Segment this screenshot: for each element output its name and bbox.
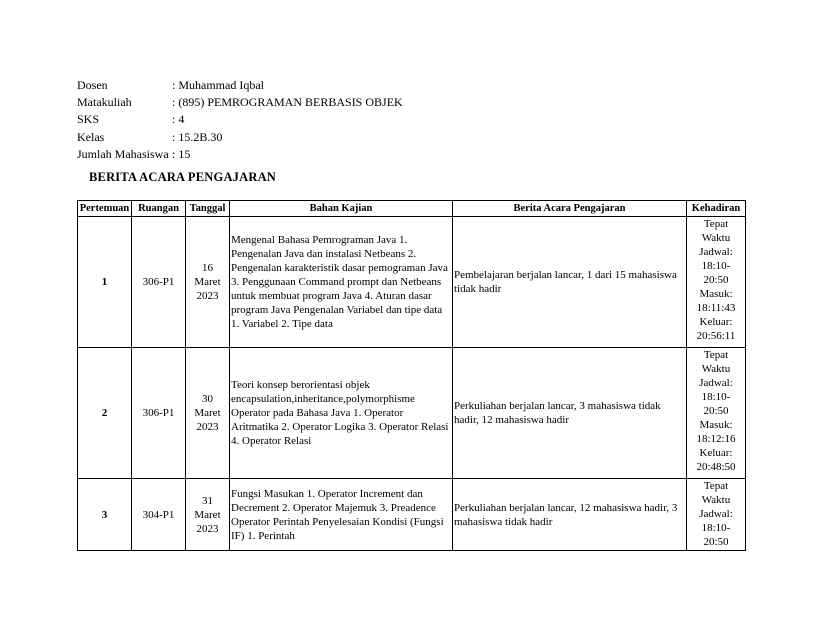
cell-berita-acara: Perkuliahan berjalan lancar, 12 mahasiswa hadir, 3 mahasiswa tidak hadir [453, 479, 687, 551]
date-year: 2023 [196, 421, 219, 433]
table-row [78, 217, 746, 348]
kehadiran-line: Jadwal: [699, 377, 733, 389]
kehadiran-line: Tepat [703, 218, 729, 230]
kehadiran-line: Tepat [703, 480, 729, 492]
cell-ruangan: 304-P1 [132, 479, 186, 551]
info-value: : 15.2B.30 [172, 129, 223, 144]
cell-bahan-kajian: Teori konsep berorientasi objek encapsulation,inheritance,polymorphisme Operator pada Bahasa Java 1. Operator Aritmatika 2. Operator Logika 3. Operator Relasi 4. Operator Relasi [230, 348, 453, 479]
kehadiran-line: 18:11:43 [696, 302, 736, 314]
kehadiran-line: Jadwal: [699, 246, 733, 258]
kehadiran-line: 20:50 [703, 274, 729, 286]
cell-berita-acara: Perkuliahan berjalan lancar, 3 mahasiswa tidak hadir, 12 mahasiswa hadir [453, 348, 687, 479]
cell-tanggal [186, 217, 230, 348]
info-label: Jumlah Mahasiswa [77, 146, 169, 161]
table-row [78, 348, 746, 479]
kehadiran-line: 20:50 [703, 405, 729, 417]
date-year: 2023 [196, 290, 219, 302]
date-day: 30 [202, 393, 213, 405]
cell-berita-acara: Pembelajaran berjalan lancar, 1 dari 15 mahasiswa tidak hadir [453, 217, 687, 348]
cell-ruangan: 306-P1 [132, 217, 186, 348]
info-value: : 15 [172, 146, 191, 161]
kehadiran-line: 18:10- [701, 260, 731, 272]
info-row-dosen [77, 77, 403, 94]
header-bahan-kajian: Bahan Kajian [230, 201, 453, 217]
kehadiran-line: 20:48:50 [696, 461, 736, 473]
date-day: 31 [202, 494, 213, 507]
cell-pertemuan: 3 [78, 479, 132, 551]
kehadiran-line: Tepat [703, 349, 729, 361]
kehadiran-line: Waktu [701, 494, 731, 506]
info-label: SKS [77, 112, 100, 127]
kehadiran-line: 18:10- [701, 391, 731, 403]
date-month: Maret [194, 407, 221, 419]
kehadiran-line: Keluar: [699, 316, 733, 328]
info-row-matakuliah [77, 94, 403, 111]
cell-tanggal [186, 479, 230, 551]
table-header-row [78, 201, 746, 217]
header-pertemuan: Pertemuan [78, 201, 132, 217]
table-row [78, 479, 746, 551]
kehadiran-line: 18:12:16 [696, 433, 736, 445]
kehadiran-line: 18:10- [701, 522, 731, 534]
cell-pertemuan: 1 [78, 217, 132, 348]
cell-kehadiran [687, 217, 746, 348]
kehadiran-line: 20:56:11 [696, 330, 736, 342]
date-year: 2023 [196, 522, 219, 535]
info-label: Kelas [77, 129, 105, 144]
info-value: : 4 [172, 112, 185, 127]
kehadiran-line: Keluar: [699, 447, 733, 459]
course-info [77, 77, 403, 163]
cell-ruangan: 306-P1 [132, 348, 186, 479]
cell-bahan-kajian: Fungsi Masukan 1. Operator Increment dan Decrement 2. Operator Majemuk 3. Preadence Operator Perintah Penyelesaian Kondisi (Fungsi IF) 1. Perintah [230, 479, 453, 551]
info-row-jumlah [77, 146, 403, 163]
cell-bahan-kajian: Mengenal Bahasa Pemrograman Java 1. Pengenalan Java dan instalasi Netbeans 2. Pengenalan karakteristik dasar pemograman Java 3. Penggunaan Command prompt dan Netbeans untuk membuat program Java 4. Aturan dasar program Java Pengenalan Variabel dan tipe data 1. Variabel 2. Tipe data [230, 217, 453, 348]
kehadiran-line: Waktu [701, 232, 731, 244]
header-tanggal: Tanggal [186, 201, 230, 217]
kehadiran-line: Masuk: [699, 419, 733, 431]
date-month: Maret [194, 276, 221, 288]
info-value: : Muhammad Iqbal [172, 78, 264, 92]
info-row-kelas [77, 129, 403, 146]
date-month: Maret [194, 508, 221, 521]
info-label: Matakuliah [77, 95, 132, 110]
cell-kehadiran [687, 479, 746, 551]
info-value: : (895) PEMROGRAMAN BERBASIS OBJEK [172, 95, 403, 110]
section-title: BERITA ACARA PENGAJARAN [89, 170, 277, 184]
header-kehadiran: Kehadiran [687, 201, 746, 217]
header-berita-acara: Berita Acara Pengajaran [453, 201, 687, 217]
kehadiran-line: Masuk: [699, 288, 733, 300]
kehadiran-line: Waktu [701, 363, 731, 375]
report-table [77, 200, 746, 551]
cell-kehadiran [687, 348, 746, 479]
kehadiran-line: Jadwal: [699, 508, 733, 520]
date-day: 16 [202, 262, 213, 274]
info-label: Dosen [77, 78, 108, 92]
header-ruangan: Ruangan [132, 201, 186, 217]
kehadiran-line: 20:50 [703, 536, 729, 548]
info-row-sks [77, 111, 403, 128]
cell-tanggal [186, 348, 230, 479]
cell-pertemuan: 2 [78, 348, 132, 479]
